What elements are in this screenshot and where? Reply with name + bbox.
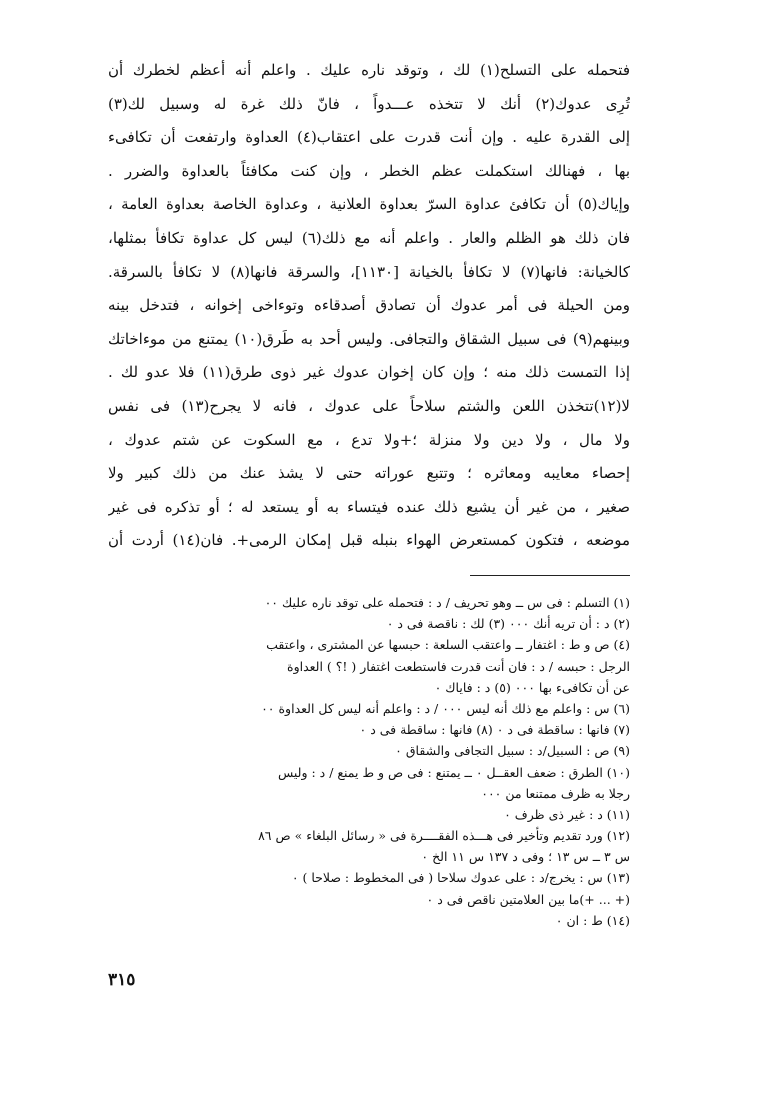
text-line: ولا مال ، ولا دين ولا منزلة ؛+ولا تدع ، مع السكوت عن شتم عدوك ، [108,430,630,449]
footnote-line: (٧) فانها : ساقطة فى د ٠ (٨) فانها : ساقطة فى د ٠ [359,722,630,738]
footnote-line: (١٤) ط : ان ٠ [555,912,630,928]
text-line: صغير ، من غير أن يشيع ذلك عنده فيتساء به أو يستعد له ؛ أو تذكره فى غير [108,497,630,516]
footnote-line: (٤) ص و ط : اغتفار ــ واعتقب السلعة : حبسها عن المشترى ، واعتقب [266,637,630,653]
text-line: إذا التمست ذلك منه ؛ وإن كان إخوان عدوك غير ذوى طرق(١١) فلا عدو لك . [108,363,630,382]
footnote-line: الرجل : حبسه / د : فان أنت قدرت فاستطعت اغتفار ( !؟ ) العداوة [287,658,630,674]
text-line: كالخيانة: فانها(٧) لا تكافأ بالخيانة [١١٣٠]، والسرقة فانها(٨) لا تكافأ بالسرقة. [108,262,630,281]
footnote-line: (٦) س : واعلم مع ذلك أنه ليس ٠٠٠ / د : واعلم أنه ليس كل العداوة ٠٠ [261,700,630,716]
footnote-line: (٩) ص : السبيل/د : سبيل التجافى والشقاق ٠ [395,743,630,759]
body-text [108,54,630,558]
footnote-line: عن أن تكافىء بها ٠٠٠ (٥) د : فاياك ٠ [434,679,630,695]
footnote-line: س ٣ ــ س ١٣ ؛ وفى د ١٣٧ س ١١ الخ ٠ [421,849,630,865]
text-line: تُرِى عدوك(٢) أنك لا تتخذه عـــدواً ، فانّ ذلك غرة له وسبيل لك(٣) [108,94,630,113]
footnotes [108,592,630,931]
text-line: موضعه ، فتكون كمستعرض الهواء بنبله قبل إمكان الرمى+. فان(١٤) أردت أن [108,531,630,550]
text-line: إلى القدرة عليه . وإن أنت قدرت على اعتقاب(٤) العداوة وارتفعت أن تكافىء [108,128,630,147]
footnote-line: (١٢) ورد تقديم وتأخير فى هـــذه الفقــــرة فى « رسائل البلغاء » ص ٨٦ [258,828,630,844]
text-line: إحصاء معايبه ومعاثره ؛ وتتبع عوراته حتى لا يشذ عنك من ذلك كبير ولا [108,464,630,483]
footnote-line: (١١) د : غير ذى ظرف ٠ [504,806,630,822]
footnote-divider [470,575,630,576]
page-number: ٣١٥ [108,970,136,990]
text-line: ومن الحيلة فى أمر عدوك أن تصادق أصدقاءه وتوءاخى إخوانه ، فتدخل بينه [108,296,630,315]
text-line: وبينهم(٩) فى سبيل الشقاق والتجافى. وليس أحد به طَرق(١٠) يمتنع من موءاخاتك [108,329,630,348]
footnote-line: رجلا به ظرف ممتنعا من ٠٠٠ [481,785,630,801]
text-line: وإياك(٥) أن تكافئ عداوة السرّ بعداوة العلانية ، وعداوة الخاصة بعداوة العامة ، [108,195,630,214]
text-line: فان ذلك هو الظلم والعار . واعلم أنه مع ذلك(٦) ليس كل عداوة تكافأ بمثلها، [108,228,630,247]
footnote-line: (١) التسلم : فى س ــ وهو تحريف / د : فتحمله على توقد ناره عليك ٠٠ [264,595,630,610]
text-line: فتحمله على التسلح(١) لك ، وتوقد ناره عليك . واعلم أنه أعظم لخطرك أن [108,61,630,79]
footnote-line: (١٠) الطرق : ضعف العقــل ٠ ــ يمتنع : فى ص و ط يمنع / د : وليس [277,764,630,780]
footnote-line: (+ ... +)ما بين العلامتين ناقص فى د ٠ [426,891,630,907]
text-line: بها ، فهنالك استكملت عظم الخطر ، وإن كنت مكافئاً بالعداوة والضرر . [108,161,630,180]
footnote-line: (٢) د : أن تريه أنك ٠٠٠ (٣) لك : ناقصة فى د ٠ [386,616,630,632]
text-line: لا(١٢)تتخذن اللعن والشتم سلاحاً على عدوك ، فانه لا يجرح(١٣) فى نفس [108,396,630,415]
footnote-line: (١٣) س : يخرج/د : على عدوك سلاحا ( فى المخطوط : صلاحا ) ٠ [291,870,630,886]
